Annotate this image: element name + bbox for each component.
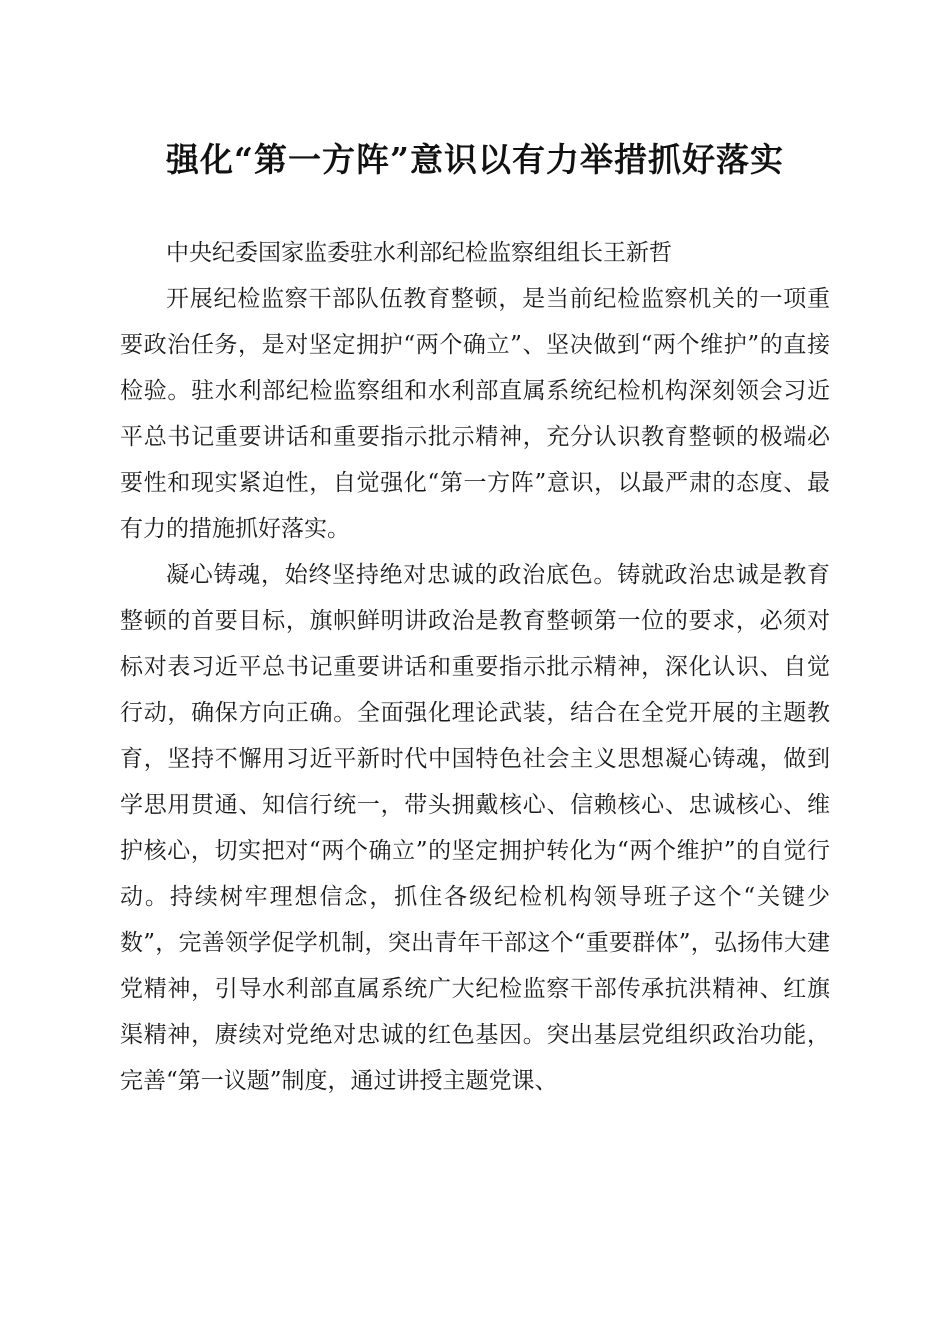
author-line: 中央纪委国家监委驻水利部纪检监察组组长王新哲 [166, 240, 672, 266]
paragraph-2: 凝心铸魂，始终坚持绝对忠诚的政治底色。铸就政治忠诚是教育整顿的首要目标，旗帜鲜明讲政治是教育整顿第一位的要求，必须对标对表习近平总书记重要讲话和重要指示批示精神，深化认识、自觉行动，确保方向正确。全面强化理论武装，结合在全党开展的主题教育，坚持不懈用习近平新时代中国特色社会主义思想凝心铸魂，做到学思用贯通、知信行统一，带头拥戴核心、信赖核心、忠诚核心、维护核心，切实把对“两个确立”的坚定拥护转化为“两个维护”的自觉行动。持续树牢理想信念，抓住各级纪检机构领导班子这个“关键少数”，完善领学促学机制，突出青年干部这个“重要群体”，弘扬伟大建党精神，引导水利部直属系统广大纪检监察干部传承抗洪精神、红旗渠精神，赓续对党绝对忠诚的红色基因。突出基层党组织政治功能，完善“第一议题”制度，通过讲授主题党课、 [120, 562, 830, 1094]
paragraph-1: 开展纪检监察干部队伍教育整顿，是当前纪检监察机关的一项重要政治任务，是对坚定拥护“两个确立”、坚决做到“两个维护”的直接检验。驻水利部纪检监察组和水利部直属系统纪检机构深刻领会习近平总书记重要讲话和重要指示批示精神，充分认识教育整顿的极端必要性和现实紧迫性，自觉强化“第一方阵”意识，以最严肃的态度、最有力的措施抓好落实。 [120, 286, 830, 542]
document-title: 强化“第一方阵”意识以有力举措抓好落实 [166, 140, 784, 179]
document-body [120, 230, 830, 1104]
